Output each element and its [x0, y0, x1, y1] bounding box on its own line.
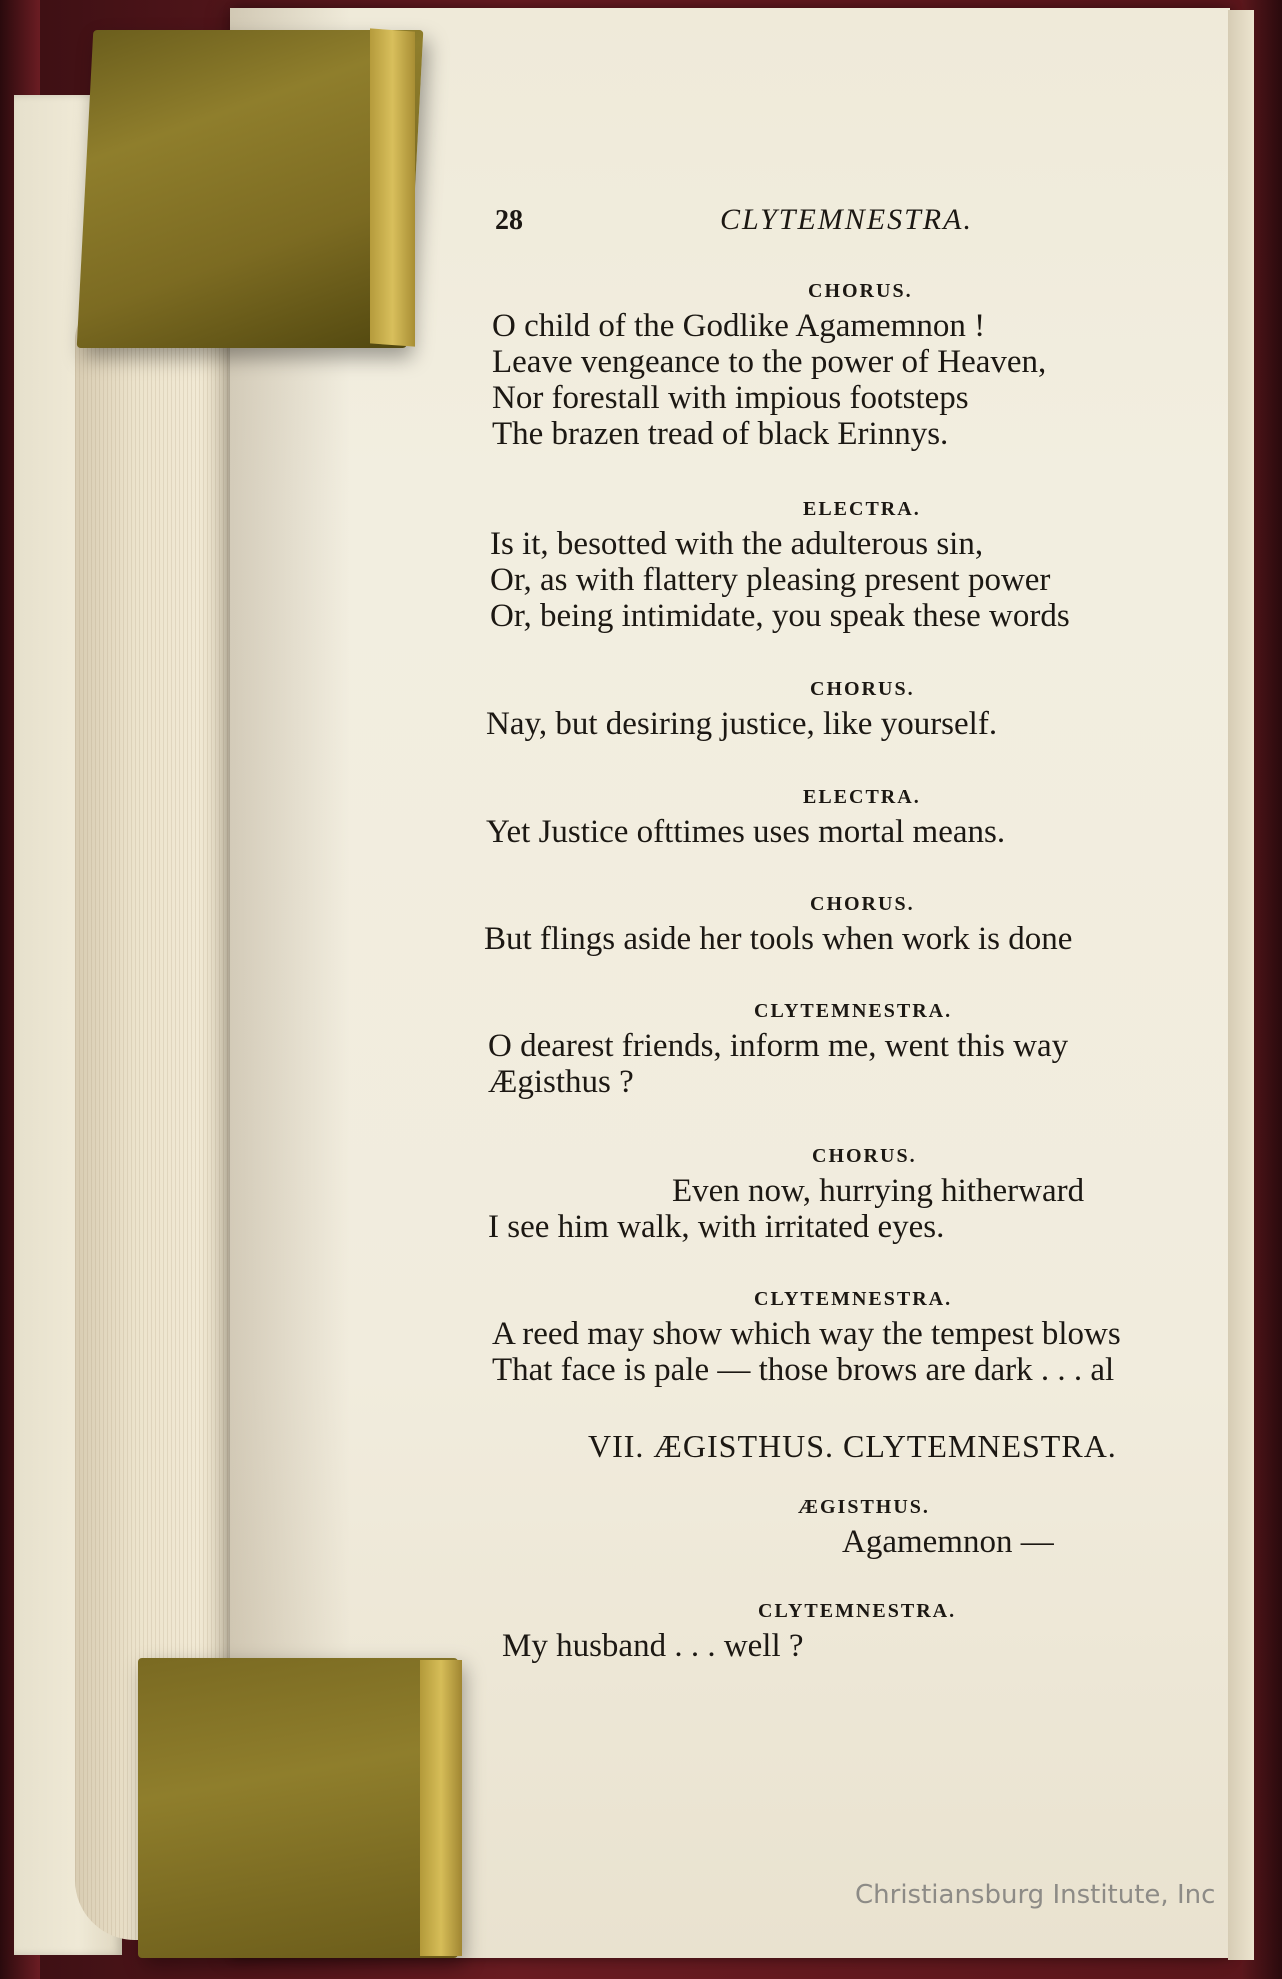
speaker-label: ELECTRA.	[803, 498, 921, 520]
speaker-label: CHORUS.	[810, 678, 915, 700]
page-number: 28	[495, 205, 523, 236]
verse-line: Agamemnon —	[842, 1524, 1054, 1560]
verse-line: Or, as with flattery pleasing present power	[490, 562, 1051, 598]
speaker-label: CHORUS.	[812, 1145, 917, 1167]
verse-line: Nor forestall with impious footsteps	[492, 380, 969, 416]
brass-weight-top-side	[370, 28, 415, 346]
verse-line: Leave vengeance to the power of Heaven,	[492, 344, 1047, 380]
speaker-label: ELECTRA.	[803, 786, 921, 808]
section-title: VII. ÆGISTHUS. CLYTEMNESTRA.	[588, 1428, 1117, 1464]
speaker-label: CHORUS.	[810, 893, 915, 915]
verse-line: That face is pale — those brows are dark . . . al	[492, 1352, 1115, 1388]
speaker-label: ÆGISTHUS.	[798, 1496, 930, 1518]
verse-line: Ægisthus ?	[488, 1064, 634, 1100]
verse-line: O dearest friends, inform me, went this way	[488, 1028, 1069, 1064]
verse-line: Or, being intimidate, you speak these words	[490, 598, 1070, 634]
running-head: CLYTEMNESTRA.	[720, 203, 973, 236]
speaker-label: CLYTEMNESTRA.	[754, 1288, 953, 1310]
brass-weight-bottom	[138, 1658, 458, 1958]
verse-line: My husband . . . well ?	[502, 1628, 804, 1664]
speaker-label: CHORUS.	[808, 280, 913, 302]
speaker-label: CLYTEMNESTRA.	[758, 1600, 957, 1622]
watermark-credit: Christiansburg Institute, Inc	[855, 1880, 1216, 1910]
verse-line: Yet Justice ofttimes uses mortal means.	[486, 814, 1006, 850]
verse-line: But flings aside her tools when work is done	[484, 921, 1073, 957]
verse-line: The brazen tread of black Erinnys.	[492, 416, 949, 452]
verse-line: A reed may show which way the tempest blows	[492, 1316, 1121, 1352]
speaker-label: CLYTEMNESTRA.	[754, 1000, 953, 1022]
verse-line: Nay, but desiring justice, like yourself.	[486, 706, 998, 742]
verse-line: Is it, besotted with the adulterous sin,	[490, 526, 984, 562]
page-right-edge	[1228, 10, 1254, 1960]
verse-line: I see him walk, with irritated eyes.	[488, 1209, 945, 1245]
brass-weight-bottom-side	[420, 1660, 462, 1956]
verse-line: O child of the Godlike Agamemnon !	[492, 308, 986, 344]
verse-line: Even now, hurrying hitherward	[672, 1173, 1085, 1209]
